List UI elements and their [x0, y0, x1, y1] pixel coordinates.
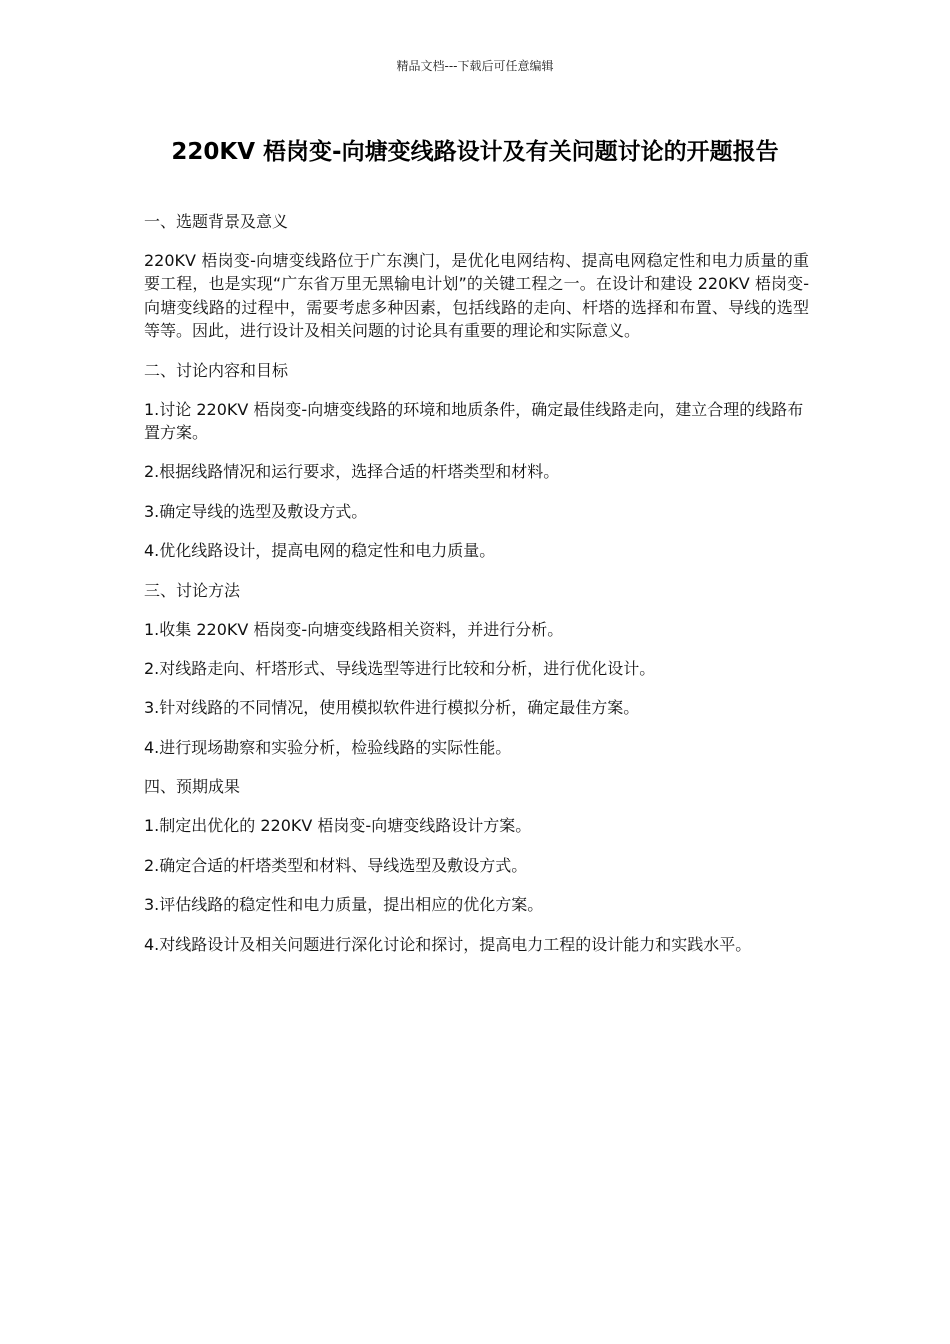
- method-item-1: 1.收集 220KV 梧岗变-向塘变线路相关资料，并进行分析。: [144, 619, 564, 639]
- goal-item-2: 2.根据线路情况和运行要求，选择合适的杆塔类型和材料。: [144, 462, 560, 482]
- goal-item-3: 3.确定导线的选型及敷设方式。: [144, 501, 368, 521]
- result-item-1: 1.制定出优化的 220KV 梧岗变-向塘变线路设计方案。: [144, 816, 532, 836]
- result-item-2: 2.确定合适的杆塔类型和材料、导线选型及敷设方式。: [144, 855, 528, 875]
- document-body: [144, 210, 809, 972]
- result-item-4: 4.对线路设计及相关问题进行深化讨论和探讨，提高电力工程的设计能力和实践水平。: [144, 934, 752, 954]
- document-title: 220KV 梧岗变-向塘变线路设计及有关问题讨论的开题报告: [171, 139, 779, 165]
- result-item-3: 3.评估线路的稳定性和电力质量，提出相应的优化方案。: [144, 895, 544, 915]
- goal-item-1: 1.讨论 220KV 梧岗变-向塘变线路的环境和地质条件，确定最佳线路走向，建立合理的线路布置方案。: [144, 399, 804, 443]
- method-item-3: 3.针对线路的不同情况，使用模拟软件进行模拟分析，确定最佳方案。: [144, 698, 640, 718]
- method-item-4: 4.进行现场勘察和实验分析，检验线路的实际性能。: [144, 737, 512, 757]
- section-heading-content-goals: 二、讨论内容和目标: [144, 360, 289, 380]
- page-header: 精品文档---下载后可任意编辑: [396, 59, 554, 73]
- section-heading-expected-results: 四、预期成果: [144, 777, 241, 797]
- section-heading-background: 一、选题背景及意义: [144, 212, 289, 231]
- method-item-2: 2.对线路走向、杆塔形式、导线选型等进行比较和分析，进行优化设计。: [144, 659, 656, 679]
- section-heading-methods: 三、讨论方法: [144, 580, 241, 600]
- background-paragraph: 220KV 梧岗变-向塘变线路位于广东澳门，是优化电网结构、提高电网稳定性和电力质量的重要工程，也是实现“广东省万里无黑输电计划”的关键工程之一。在设计和建设 220KV 梧岗变-向塘变线路的过程中，需要考虑多种因素，包括线路的走向、杆塔的选择和布置、导线的选型等等。因此，进行设计及相关问题的讨论具有重要的理论和实际意义。: [144, 251, 809, 341]
- goal-item-4: 4.优化线路设计，提高电网的稳定性和电力质量。: [144, 541, 496, 561]
